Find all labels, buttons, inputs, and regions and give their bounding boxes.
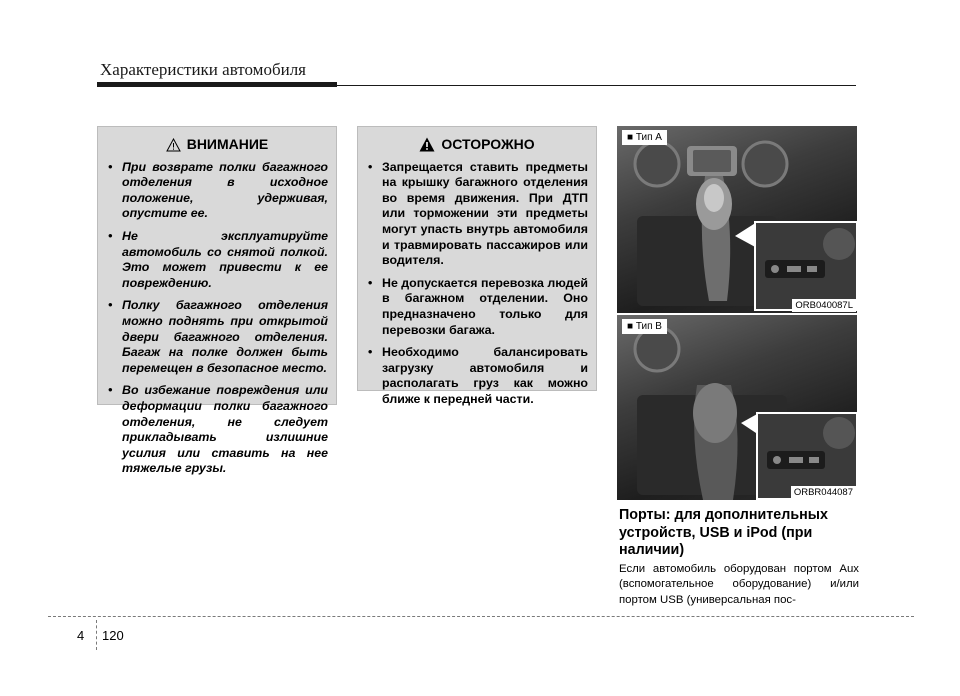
console-illustration [617,315,857,500]
photo-code: ORB040087L [792,299,856,312]
page-header-title: Характеристики автомобиля [100,60,306,79]
warning-triangle-icon [419,137,435,152]
page-number: 120 [102,628,124,643]
photo-type-tag: ■ Тип B [622,319,667,334]
attention-title-text: ВНИМАНИЕ [186,136,269,152]
warning-title [366,137,588,153]
attention-item: • Не эксплуатируйте автомобиль со снятой полкой. Это может привести к ее повреждению. [106,229,328,291]
console-illustration [617,126,857,313]
warning-box [357,126,597,406]
caution-triangle-outline-icon [166,138,181,152]
attention-title [106,137,328,153]
footer-rule [48,616,914,617]
attention-item: • Во избежание повреждения или деформации полки багажного отделения, не следует прикладывать излишние усилия или ставить на нее тяжелые грузы. [106,383,328,477]
chapter-number: 4 [77,628,85,643]
attention-list [106,160,328,477]
console-photo-type-b [617,313,857,500]
attention-item: • Полку багажного отделения можно поднять при открытой двери багажного отделения. Багаж на полке должен быть перемещен в безопасное место. [106,298,328,376]
warning-item: • Запрещается ставить предметы на крышку багажного отделения во время движения. При ДТП или торможении эти предметы могут упасть внутрь автомобиля и травмировать пассажиров или водителя. [366,160,588,269]
console-photo-type-a [617,126,857,313]
warning-item: • Необходимо балансировать загрузку автомобиля и располагать груз как можно ближе к передней части. [366,345,588,407]
attention-item: • При возврате полки багажного отделения в исходное положение, удерживая, опустите ее. [106,160,328,222]
attention-box [97,126,337,476]
section-body-text: Если автомобиль оборудован портом Aux (вспомогательное оборудование) и/или портом USB (универсальная пос- [619,563,859,606]
warning-item: • Не допускается перевозка людей в багажном отделении. Оно предназначено только для перевозки багажа. [366,276,588,338]
photo-type-tag: ■ Тип A [622,130,667,145]
header-rule-thin [337,85,856,86]
page-number-separator [96,620,97,650]
header-rule-thick [97,82,337,87]
warning-list [366,160,588,408]
warning-title-text: ОСТОРОЖНО [441,136,535,152]
photo-code: ORBR044087 [791,486,856,499]
section-heading: Порты: для дополнительных устройств, USB и iPod (при наличии) [619,507,828,558]
